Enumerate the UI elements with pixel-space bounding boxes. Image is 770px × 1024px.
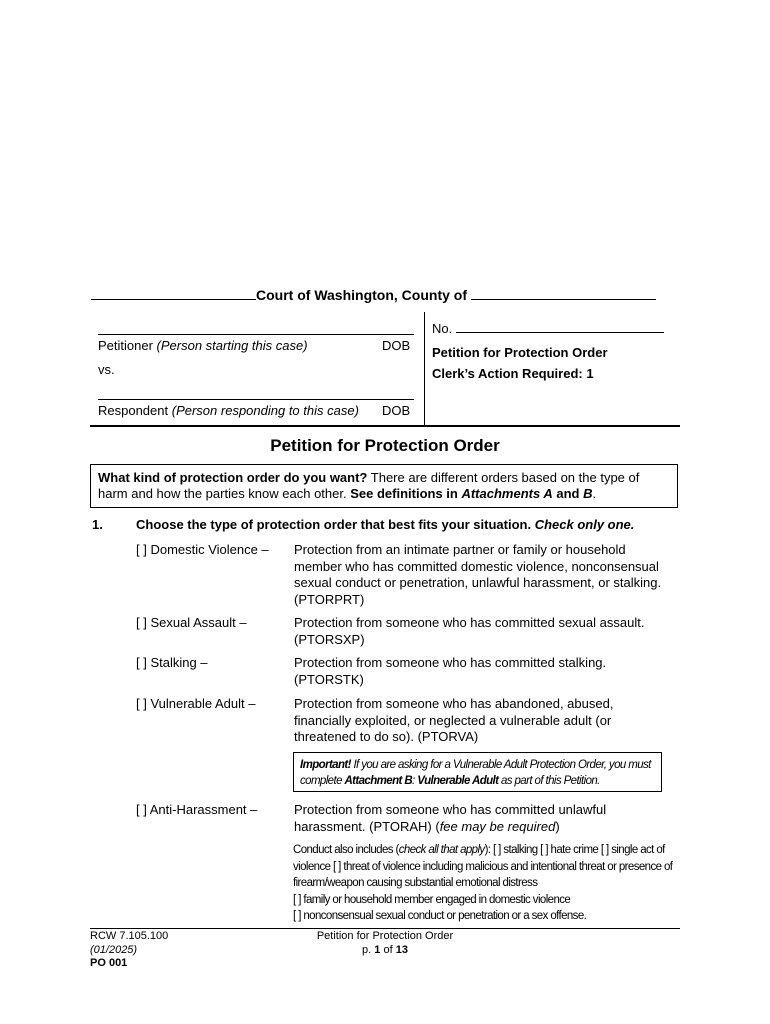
petitioner-name-line[interactable] bbox=[98, 334, 414, 335]
conduct-family-member[interactable]: [ ] family or household member engaged in domestic violence bbox=[293, 893, 571, 906]
footer-form-code: PO 001 bbox=[90, 957, 128, 969]
footer-left bbox=[90, 930, 168, 971]
option-label[interactable]: [ ] Stalking – bbox=[136, 655, 208, 670]
case-caption bbox=[90, 312, 680, 425]
footer-divider bbox=[90, 928, 680, 929]
question-number: 1. bbox=[92, 517, 103, 532]
footer-date: (01/2025) bbox=[90, 943, 138, 956]
respondent-name-line[interactable] bbox=[98, 399, 414, 400]
caption-form-title: Petition for Protection Order bbox=[432, 345, 608, 360]
option-label[interactable]: [ ] Vulnerable Adult – bbox=[136, 696, 256, 711]
court-header-text: Court of Washington, County of bbox=[256, 287, 467, 303]
question-text: Choose the type of protection order that best fits your situation. Check only one. bbox=[136, 517, 635, 532]
footer-center bbox=[290, 930, 480, 957]
option-description: Protection from someone who has abandoned, abused, financially exploited, or neglected a vulnerable adult (or threatened to do so). (PTORVA) bbox=[294, 696, 614, 744]
respondent-label: Respondent (Person responding to this case) bbox=[98, 403, 359, 418]
petitioner-dob-label: DOB bbox=[382, 338, 411, 353]
footer-rcw: RCW 7.105.100 bbox=[90, 930, 169, 942]
conduct-lead[interactable]: Conduct also includes (check all that apply): [ ] stalking [ ] hate crime [ ] single act of violence [ ] threat of violence including malicious and intentional threat or presence of firearm/weapon causing substantial emotional distress bbox=[293, 844, 673, 889]
option-label[interactable]: [ ] Domestic Violence – bbox=[136, 542, 269, 557]
conduct-sexual-offense[interactable]: [ ] nonconsensual sexual conduct or penetration or a sex offense. bbox=[293, 910, 587, 922]
conduct-checklist bbox=[293, 842, 683, 925]
clerk-action: Clerk’s Action Required: 1 bbox=[432, 366, 594, 381]
page-title: Petition for Protection Order bbox=[270, 436, 500, 455]
caption-divider bbox=[90, 425, 680, 427]
case-number-field[interactable]: No. bbox=[432, 321, 664, 336]
option-description: Protection from someone who has committed unlawful harassment. (PTORAH) (fee may be required) bbox=[294, 802, 607, 834]
option-label[interactable]: [ ] Sexual Assault – bbox=[136, 615, 247, 630]
option-description: Protection from an intimate partner or family or household member who has committed domestic violence, nonconsensual sexual conduct or penetration, unlawful harassment, or stalking. (PTORPRT) bbox=[294, 542, 662, 607]
versus-label: vs. bbox=[98, 362, 115, 377]
option-description: Protection from someone who has committed sexual assault. (PTORSXP) bbox=[294, 615, 645, 647]
option-description: Protection from someone who has committed stalking. (PTORSTK) bbox=[294, 655, 607, 687]
county-blank[interactable] bbox=[471, 287, 656, 300]
option-label[interactable]: [ ] Anti-Harassment – bbox=[136, 802, 258, 817]
footer-page: p. 1 of 13 bbox=[362, 943, 408, 956]
court-name-blank[interactable] bbox=[91, 287, 256, 300]
petitioner-label: Petitioner (Person starting this case) bbox=[98, 338, 308, 353]
important-note: Important! If you are asking for a Vulnerable Adult Protection Order, you must complete Attachment B: Vulnerable Adult as part of this Petition. bbox=[293, 752, 662, 792]
intro-box: What kind of protection order do you want? There are different orders based on the type of harm and how the parties know each other. See definitions in Attachments A and B. bbox=[90, 464, 678, 508]
respondent-dob-label: DOB bbox=[382, 403, 411, 418]
footer-title: Petition for Protection Order bbox=[316, 930, 454, 942]
court-header bbox=[91, 287, 677, 303]
caption-parties bbox=[90, 312, 425, 425]
